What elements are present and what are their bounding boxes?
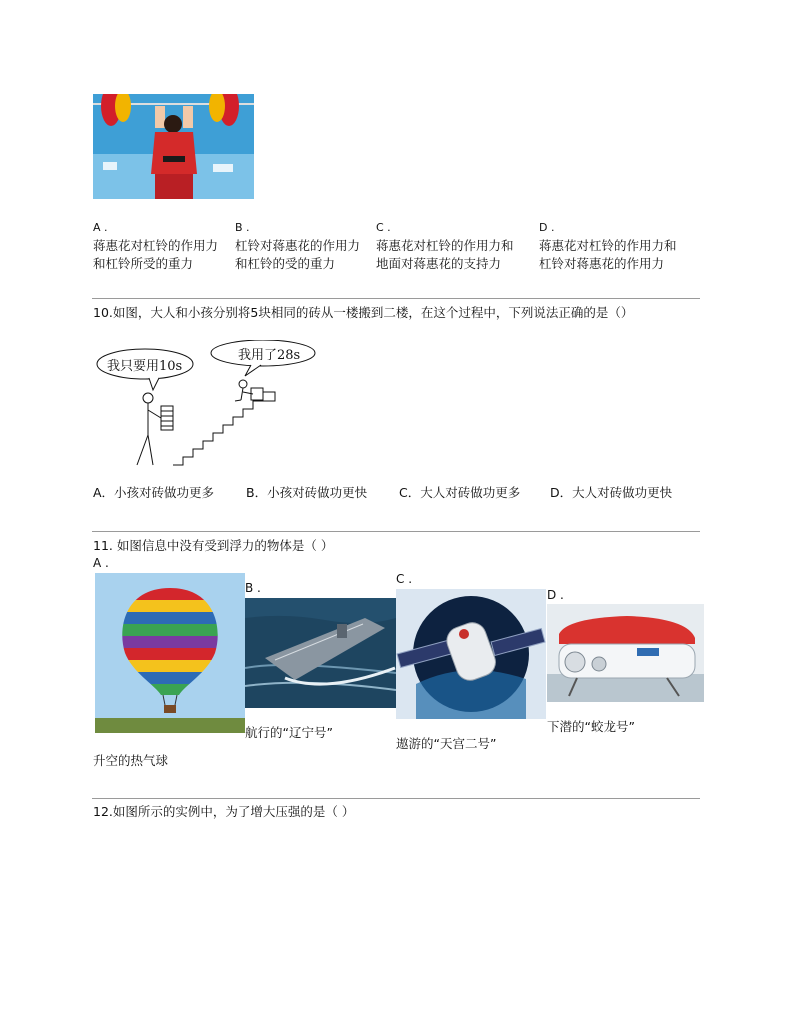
option-text-line1: 杠铃对蒋惠花的作用力 — [235, 238, 361, 253]
q11-option-d-letter[interactable]: D . — [547, 588, 564, 602]
weightlifter-photo — [93, 94, 254, 199]
q11-option-a-caption: 升空的热气球 — [93, 753, 169, 768]
q9-option-b[interactable] — [235, 219, 360, 273]
q9-option-a[interactable] — [93, 219, 218, 273]
option-letter: A . — [93, 221, 108, 234]
option-text-line1: 蒋惠花对杠铃的作用力和 — [539, 238, 677, 253]
q12-question: 12.如图所示的实例中，为了增大压强的是（ ） — [93, 804, 355, 819]
option-text-line1: 蒋惠花对杠铃的作用力和 — [376, 238, 514, 253]
option-text-line1: 蒋惠花对杠铃的作用力 — [93, 238, 219, 253]
q9-option-c[interactable] — [376, 219, 514, 273]
q11-option-c-caption: 遨游的“天宫二号” — [396, 736, 497, 751]
q11-question: 11. 如图信息中没有受到浮力的物体是（ ） — [93, 538, 334, 553]
submersible-photo — [547, 604, 704, 702]
q11-option-b-caption: 航行的“辽宁号” — [245, 725, 333, 740]
option-text-line2: 地面对蒋惠花的支持力 — [376, 256, 502, 271]
divider — [92, 798, 700, 799]
divider — [92, 531, 700, 532]
q9-option-d[interactable] — [539, 219, 677, 273]
q11-option-c-letter[interactable]: C . — [396, 572, 413, 586]
q11-option-a-letter[interactable]: A . — [93, 556, 109, 570]
q10-question: 10.如图，大人和小孩分别将5块相同的砖从一楼搬到二楼，在这个过程中，下列说法正确的是（） — [93, 305, 634, 320]
q10-option-a[interactable]: A．小孩对砖做功更多 — [93, 485, 215, 500]
aircraft-carrier-photo — [245, 598, 396, 708]
q11-option-b-letter[interactable]: B . — [245, 581, 261, 595]
divider — [92, 298, 700, 299]
option-letter: B . — [235, 221, 250, 234]
option-letter: D . — [539, 221, 555, 234]
bubble-adult-text: 我只要用10s — [107, 359, 183, 374]
bubble-child-text: 我用了28s — [238, 348, 301, 363]
hot-air-balloon-photo — [95, 573, 245, 733]
space-station-photo — [396, 589, 546, 719]
option-text-line2: 和杠铃所受的重力 — [93, 256, 194, 271]
option-text-line2: 和杠铃的受的重力 — [235, 256, 336, 271]
q10-option-d[interactable]: D．大人对砖做功更快 — [550, 485, 673, 500]
q10-option-b[interactable]: B．小孩对砖做功更快 — [246, 485, 368, 500]
q10-option-c[interactable]: C．大人对砖做功更多 — [399, 485, 521, 500]
option-letter: C . — [376, 221, 391, 234]
option-text-line2: 杠铃对蒋惠花的作用力 — [539, 256, 665, 271]
q11-option-d-caption: 下潜的“蛟龙号” — [547, 719, 635, 734]
